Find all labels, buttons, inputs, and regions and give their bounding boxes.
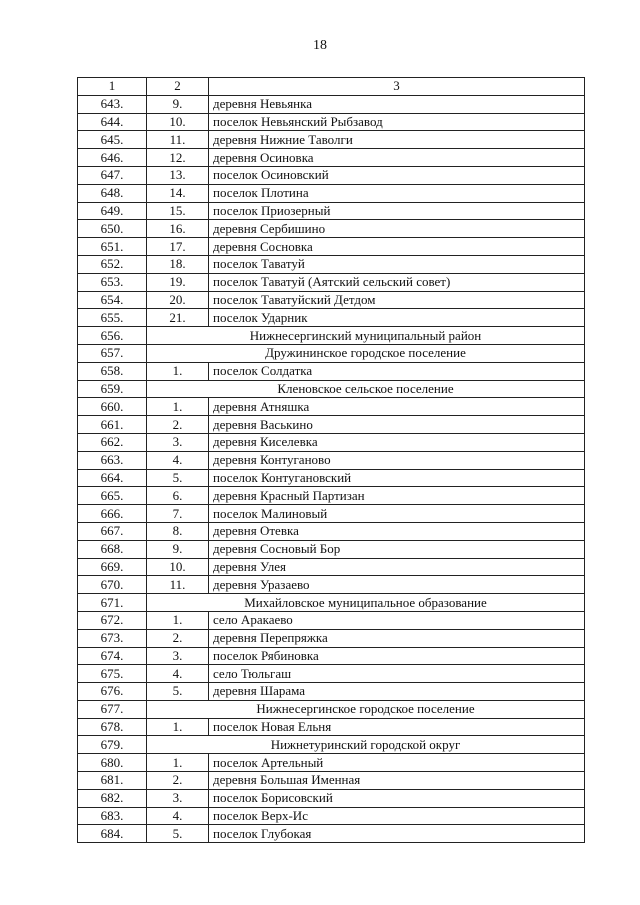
settlement-name: поселок Верх-Ис <box>209 807 585 825</box>
row-number: 652. <box>78 255 147 273</box>
settlement-name: деревня Васькино <box>209 416 585 434</box>
sub-number: 14. <box>147 184 209 202</box>
sub-number: 1. <box>147 754 209 772</box>
table-row <box>78 611 585 629</box>
sub-number: 5. <box>147 825 209 843</box>
row-number: 643. <box>78 95 147 113</box>
row-number: 672. <box>78 611 147 629</box>
sub-number: 11. <box>147 576 209 594</box>
table-row <box>78 629 585 647</box>
table-row <box>78 540 585 558</box>
settlement-name: поселок Ударник <box>209 309 585 327</box>
sub-number: 19. <box>147 273 209 291</box>
table-row <box>78 416 585 434</box>
row-number: 675. <box>78 665 147 683</box>
row-number: 677. <box>78 700 147 718</box>
row-number: 666. <box>78 505 147 523</box>
section-row <box>78 736 585 754</box>
sub-number: 4. <box>147 807 209 825</box>
row-number: 668. <box>78 540 147 558</box>
settlement-name: деревня Большая Именная <box>209 772 585 790</box>
table-row <box>78 451 585 469</box>
sub-number: 1. <box>147 718 209 736</box>
section-title: Нижнесергинское городское поселение <box>147 700 585 718</box>
settlement-name: деревня Перепряжка <box>209 629 585 647</box>
row-number: 669. <box>78 558 147 576</box>
page-number: 18 <box>313 38 327 53</box>
table-header-row <box>78 78 585 96</box>
sub-number: 2. <box>147 416 209 434</box>
settlement-name: деревня Сербишино <box>209 220 585 238</box>
row-number: 664. <box>78 469 147 487</box>
row-number: 662. <box>78 433 147 451</box>
settlement-name: поселок Глубокая <box>209 825 585 843</box>
row-number: 681. <box>78 772 147 790</box>
sub-number: 8. <box>147 522 209 540</box>
settlement-name: деревня Нижние Таволги <box>209 131 585 149</box>
row-number: 657. <box>78 344 147 362</box>
table-row <box>78 202 585 220</box>
sub-number: 5. <box>147 469 209 487</box>
sub-number: 15. <box>147 202 209 220</box>
row-number: 678. <box>78 718 147 736</box>
header-col-1: 1 <box>78 78 147 96</box>
table-row <box>78 469 585 487</box>
settlements-table <box>77 77 585 843</box>
table-row <box>78 149 585 167</box>
sub-number: 17. <box>147 238 209 256</box>
row-number: 665. <box>78 487 147 505</box>
sub-number: 20. <box>147 291 209 309</box>
sub-number: 4. <box>147 451 209 469</box>
sub-number: 3. <box>147 433 209 451</box>
table-row <box>78 95 585 113</box>
settlement-name: поселок Осиновский <box>209 166 585 184</box>
settlement-name: поселок Таватуй (Аятский сельский совет) <box>209 273 585 291</box>
settlement-name: поселок Новая Ельня <box>209 718 585 736</box>
sub-number: 12. <box>147 149 209 167</box>
row-number: 647. <box>78 166 147 184</box>
sub-number: 2. <box>147 772 209 790</box>
row-number: 656. <box>78 327 147 345</box>
sub-number: 10. <box>147 113 209 131</box>
table-row <box>78 683 585 701</box>
header-col-2: 2 <box>147 78 209 96</box>
section-row <box>78 594 585 612</box>
settlement-name: деревня Киселевка <box>209 433 585 451</box>
row-number: 676. <box>78 683 147 701</box>
settlement-name: поселок Таватуй <box>209 255 585 273</box>
sub-number: 3. <box>147 647 209 665</box>
row-number: 649. <box>78 202 147 220</box>
settlement-name: деревня Контуганово <box>209 451 585 469</box>
row-number: 644. <box>78 113 147 131</box>
section-title: Кленовское сельское поселение <box>147 380 585 398</box>
row-number: 674. <box>78 647 147 665</box>
row-number: 663. <box>78 451 147 469</box>
sub-number: 13. <box>147 166 209 184</box>
table-row <box>78 576 585 594</box>
table-row <box>78 113 585 131</box>
sub-number: 18. <box>147 255 209 273</box>
section-row <box>78 380 585 398</box>
sub-number: 1. <box>147 398 209 416</box>
table-row <box>78 522 585 540</box>
table-row <box>78 433 585 451</box>
section-title: Нижнесергинский муниципальный район <box>147 327 585 345</box>
settlement-name: поселок Малиновый <box>209 505 585 523</box>
table-row <box>78 220 585 238</box>
sub-number: 2. <box>147 629 209 647</box>
settlement-name: деревня Осиновка <box>209 149 585 167</box>
section-title: Михайловское муниципальное образование <box>147 594 585 612</box>
row-number: 667. <box>78 522 147 540</box>
settlement-name: поселок Приозерный <box>209 202 585 220</box>
row-number: 660. <box>78 398 147 416</box>
settlement-name: деревня Уразаево <box>209 576 585 594</box>
row-number: 655. <box>78 309 147 327</box>
row-number: 680. <box>78 754 147 772</box>
row-number: 653. <box>78 273 147 291</box>
settlement-name: деревня Невьянка <box>209 95 585 113</box>
table-row <box>78 825 585 843</box>
table-row <box>78 665 585 683</box>
row-number: 670. <box>78 576 147 594</box>
row-number: 654. <box>78 291 147 309</box>
settlement-name: поселок Невьянский Рыбзавод <box>209 113 585 131</box>
table-row <box>78 558 585 576</box>
row-number: 661. <box>78 416 147 434</box>
settlement-name: деревня Сосновый Бор <box>209 540 585 558</box>
settlement-name: поселок Плотина <box>209 184 585 202</box>
sub-number: 9. <box>147 540 209 558</box>
row-number: 648. <box>78 184 147 202</box>
row-number: 646. <box>78 149 147 167</box>
table-row <box>78 807 585 825</box>
table-row <box>78 362 585 380</box>
row-number: 684. <box>78 825 147 843</box>
table-row <box>78 647 585 665</box>
section-row <box>78 700 585 718</box>
row-number: 659. <box>78 380 147 398</box>
sub-number: 4. <box>147 665 209 683</box>
table-row <box>78 505 585 523</box>
row-number: 682. <box>78 789 147 807</box>
row-number: 671. <box>78 594 147 612</box>
section-title: Нижнетуринский городской округ <box>147 736 585 754</box>
settlement-name: поселок Таватуйский Детдом <box>209 291 585 309</box>
sub-number: 3. <box>147 789 209 807</box>
table-row <box>78 238 585 256</box>
sub-number: 10. <box>147 558 209 576</box>
row-number: 679. <box>78 736 147 754</box>
row-number: 650. <box>78 220 147 238</box>
settlement-name: деревня Отевка <box>209 522 585 540</box>
table-row <box>78 487 585 505</box>
table-row <box>78 166 585 184</box>
table-row <box>78 309 585 327</box>
sub-number: 1. <box>147 362 209 380</box>
settlement-name: деревня Атняшка <box>209 398 585 416</box>
table-row <box>78 131 585 149</box>
sub-number: 16. <box>147 220 209 238</box>
settlement-name: деревня Сосновка <box>209 238 585 256</box>
settlement-name: поселок Рябиновка <box>209 647 585 665</box>
sub-number: 11. <box>147 131 209 149</box>
table-row <box>78 789 585 807</box>
row-number: 651. <box>78 238 147 256</box>
table-row <box>78 754 585 772</box>
table-row <box>78 772 585 790</box>
sub-number: 6. <box>147 487 209 505</box>
settlement-name: поселок Солдатка <box>209 362 585 380</box>
settlement-name: поселок Борисовский <box>209 789 585 807</box>
row-number: 645. <box>78 131 147 149</box>
table-row <box>78 718 585 736</box>
table-row <box>78 255 585 273</box>
row-number: 683. <box>78 807 147 825</box>
settlement-name: деревня Улея <box>209 558 585 576</box>
sub-number: 5. <box>147 683 209 701</box>
table-row <box>78 291 585 309</box>
section-row <box>78 327 585 345</box>
section-row <box>78 344 585 362</box>
row-number: 673. <box>78 629 147 647</box>
sub-number: 1. <box>147 611 209 629</box>
sub-number: 9. <box>147 95 209 113</box>
header-col-3: 3 <box>209 78 585 96</box>
table-row <box>78 273 585 291</box>
sub-number: 7. <box>147 505 209 523</box>
settlement-name: поселок Контугановский <box>209 469 585 487</box>
section-title: Дружининское городское поселение <box>147 344 585 362</box>
settlement-name: деревня Шарама <box>209 683 585 701</box>
settlement-name: поселок Артельный <box>209 754 585 772</box>
settlement-name: деревня Красный Партизан <box>209 487 585 505</box>
settlement-name: село Аракаево <box>209 611 585 629</box>
settlement-name: село Тюльгаш <box>209 665 585 683</box>
table-row <box>78 184 585 202</box>
sub-number: 21. <box>147 309 209 327</box>
table-row <box>78 398 585 416</box>
row-number: 658. <box>78 362 147 380</box>
